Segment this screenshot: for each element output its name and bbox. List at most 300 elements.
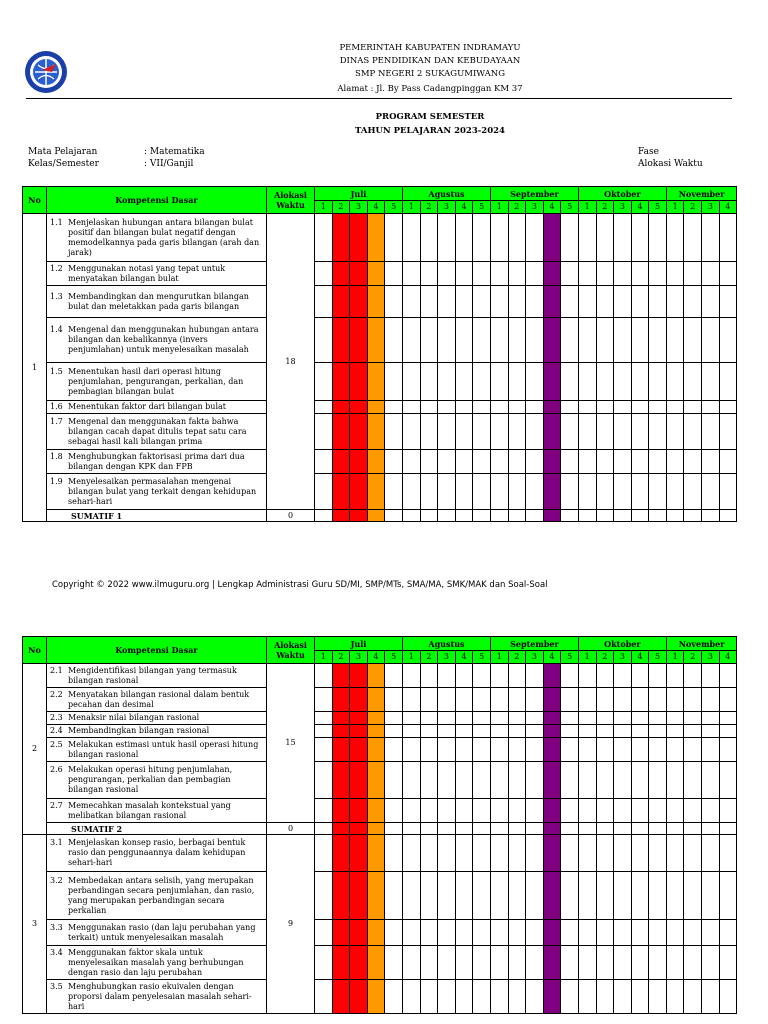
- week-cell: [420, 688, 438, 712]
- week-cell: [631, 725, 649, 738]
- competency-number: 3.2: [50, 875, 63, 885]
- week-cell: [578, 823, 596, 835]
- week-cell: [578, 688, 596, 712]
- week-cell: [473, 363, 491, 401]
- week-cell: [614, 401, 632, 414]
- week-cell: [666, 318, 684, 363]
- week-cell: [614, 363, 632, 401]
- week-cell: [578, 401, 596, 414]
- competency-text: Membandingkan dan mengurutkan bilangan bulat dan meletakkan pada garis bilangan: [68, 291, 249, 311]
- week-cell: [684, 712, 702, 725]
- week-cell: [578, 835, 596, 872]
- week-number: 1: [578, 201, 596, 214]
- week-cell: [332, 664, 350, 688]
- week-cell: [420, 262, 438, 286]
- week-cell: [402, 920, 420, 946]
- week-cell: [402, 664, 420, 688]
- week-cell: [350, 318, 368, 363]
- week-cell: [332, 401, 350, 414]
- week-cell: [614, 872, 632, 920]
- week-cell: [385, 712, 403, 725]
- week-cell: [596, 664, 614, 688]
- week-cell: [561, 835, 579, 872]
- week-cell: [490, 474, 508, 510]
- competency-text: Menyelesaikan permasalahan mengenai bilangan bulat yang terkait dengan kehidupan sehari-hari: [68, 476, 257, 506]
- week-cell: [631, 286, 649, 318]
- subject-label: Mata Pelajaran: [28, 147, 98, 157]
- week-cell: [702, 474, 720, 510]
- week-cell: [332, 835, 350, 872]
- week-cell: [684, 823, 702, 835]
- week-cell: [402, 401, 420, 414]
- week-cell: [719, 920, 737, 946]
- week-cell: [526, 286, 544, 318]
- week-cell: [402, 835, 420, 872]
- week-cell: [332, 725, 350, 738]
- week-cell: [526, 414, 544, 450]
- week-cell: [543, 414, 561, 450]
- week-cell: [719, 762, 737, 799]
- week-cell: [702, 318, 720, 363]
- week-cell: [649, 363, 667, 401]
- competency-text: Memecahkan masalah kontekstual yang melibatkan bilangan rasional: [68, 800, 231, 820]
- month-header: November: [666, 187, 736, 201]
- week-cell: [473, 214, 491, 262]
- week-cell: [543, 474, 561, 510]
- week-cell: [473, 762, 491, 799]
- week-cell: [367, 318, 385, 363]
- week-cell: [490, 286, 508, 318]
- competency-row: [23, 262, 737, 286]
- week-cell: [666, 286, 684, 318]
- week-cell: [508, 474, 526, 510]
- week-cell: [385, 510, 403, 522]
- week-cell: [367, 712, 385, 725]
- week-cell: [561, 980, 579, 1014]
- week-cell: [438, 799, 456, 823]
- week-cell: [614, 286, 632, 318]
- competency-cell: [47, 286, 267, 318]
- week-cell: [631, 835, 649, 872]
- time-allocation-label: Alokasi Waktu: [638, 159, 703, 169]
- week-cell: [420, 474, 438, 510]
- week-cell: [315, 712, 333, 725]
- copyright-footer: Copyright © 2022 www.ilmuguru.org | Lengkap Administrasi Guru SD/MI, SMP/MTs, SMA/MA, SMK/MAK dan Soal-Soal: [52, 580, 548, 590]
- week-cell: [438, 738, 456, 762]
- week-cell: [684, 318, 702, 363]
- week-cell: [666, 762, 684, 799]
- competency-cell: [47, 946, 267, 980]
- week-cell: [367, 946, 385, 980]
- week-cell: [438, 474, 456, 510]
- competency-text: Menggunakan rasio (dan laju perubahan yang terkait) untuk menyelesaikan masalah: [68, 922, 256, 942]
- week-cell: [543, 738, 561, 762]
- competency-text: Menjelaskan hubungan antara bilangan bulat positif dan bilangan bulat negatif dengan memodelkannya pada garis bilangan (arah dan jarak): [68, 217, 260, 257]
- week-cell: [561, 799, 579, 823]
- week-cell: [561, 762, 579, 799]
- week-cell: [702, 738, 720, 762]
- week-cell: [631, 318, 649, 363]
- week-cell: [719, 474, 737, 510]
- week-cell: [350, 738, 368, 762]
- week-cell: [385, 318, 403, 363]
- week-cell: [719, 286, 737, 318]
- competency-text: Membedakan antara selisih, yang merupakan perbandingan secara penjumlahan, dan rasio, yang merupakan perbandingan secara perkalian: [68, 875, 255, 915]
- week-cell: [649, 214, 667, 262]
- week-cell: [702, 712, 720, 725]
- week-cell: [649, 414, 667, 450]
- week-cell: [561, 664, 579, 688]
- week-cell: [684, 450, 702, 474]
- week-cell: [526, 363, 544, 401]
- week-cell: [596, 474, 614, 510]
- week-cell: [543, 286, 561, 318]
- week-cell: [402, 214, 420, 262]
- month-header: September: [490, 637, 578, 651]
- week-cell: [596, 414, 614, 450]
- week-cell: [596, 872, 614, 920]
- week-cell: [438, 214, 456, 262]
- week-cell: [332, 510, 350, 522]
- week-cell: [561, 712, 579, 725]
- time-allocation: 18: [267, 214, 315, 510]
- week-number: 1: [578, 651, 596, 664]
- week-cell: [490, 450, 508, 474]
- week-cell: [350, 286, 368, 318]
- week-cell: [666, 414, 684, 450]
- week-cell: [315, 474, 333, 510]
- week-cell: [332, 799, 350, 823]
- week-number: 4: [455, 651, 473, 664]
- week-cell: [666, 725, 684, 738]
- week-cell: [420, 738, 438, 762]
- week-cell: [614, 725, 632, 738]
- week-cell: [508, 835, 526, 872]
- week-cell: [526, 799, 544, 823]
- week-cell: [561, 363, 579, 401]
- competency-number: 3.1: [50, 838, 63, 847]
- week-number: 2: [332, 651, 350, 664]
- week-cell: [315, 214, 333, 262]
- week-cell: [490, 946, 508, 980]
- week-cell: [490, 414, 508, 450]
- document-title: PROGRAM SEMESTER: [375, 112, 485, 122]
- week-cell: [420, 712, 438, 725]
- week-cell: [631, 214, 649, 262]
- week-cell: [526, 450, 544, 474]
- week-cell: [402, 980, 420, 1014]
- week-number: 5: [385, 201, 403, 214]
- week-cell: [385, 286, 403, 318]
- week-cell: [455, 318, 473, 363]
- week-cell: [543, 823, 561, 835]
- week-cell: [385, 214, 403, 262]
- competency-cell: [47, 712, 267, 725]
- week-cell: [385, 262, 403, 286]
- week-number: 4: [543, 201, 561, 214]
- week-cell: [614, 414, 632, 450]
- week-cell: [350, 980, 368, 1014]
- week-cell: [385, 688, 403, 712]
- week-cell: [508, 262, 526, 286]
- week-cell: [631, 738, 649, 762]
- week-cell: [666, 712, 684, 725]
- week-cell: [719, 725, 737, 738]
- col-header-alokasi: Alokasi Waktu: [267, 187, 315, 214]
- week-cell: [367, 474, 385, 510]
- week-cell: [614, 799, 632, 823]
- week-cell: [561, 214, 579, 262]
- week-cell: [578, 980, 596, 1014]
- week-cell: [350, 214, 368, 262]
- competency-cell: [47, 450, 267, 474]
- month-header: Agustus: [402, 187, 490, 201]
- week-cell: [455, 920, 473, 946]
- week-cell: [332, 363, 350, 401]
- week-cell: [702, 363, 720, 401]
- week-cell: [420, 980, 438, 1014]
- week-cell: [350, 762, 368, 799]
- week-cell: [438, 664, 456, 688]
- week-cell: [543, 214, 561, 262]
- competency-row: [23, 688, 737, 712]
- week-cell: [631, 920, 649, 946]
- week-cell: [385, 450, 403, 474]
- week-cell: [508, 286, 526, 318]
- week-cell: [596, 920, 614, 946]
- week-cell: [719, 450, 737, 474]
- week-cell: [702, 835, 720, 872]
- semester-program-table-1: [22, 186, 737, 522]
- week-cell: [684, 286, 702, 318]
- week-cell: [455, 450, 473, 474]
- week-cell: [490, 823, 508, 835]
- week-cell: [332, 762, 350, 799]
- week-cell: [526, 688, 544, 712]
- week-cell: [315, 450, 333, 474]
- competency-number: 2.7: [50, 800, 63, 810]
- competency-number: 1.6: [50, 402, 63, 411]
- week-number: 3: [438, 651, 456, 664]
- competency-number: 2.4: [50, 726, 63, 735]
- week-cell: [578, 725, 596, 738]
- week-cell: [684, 664, 702, 688]
- week-cell: [420, 401, 438, 414]
- week-cell: [666, 214, 684, 262]
- week-cell: [490, 920, 508, 946]
- week-cell: [508, 664, 526, 688]
- week-cell: [526, 214, 544, 262]
- week-cell: [578, 474, 596, 510]
- week-cell: [596, 286, 614, 318]
- week-cell: [719, 401, 737, 414]
- week-cell: [526, 725, 544, 738]
- week-cell: [631, 510, 649, 522]
- week-number: 5: [561, 201, 579, 214]
- competency-number: 1.9: [50, 476, 63, 486]
- week-cell: [684, 474, 702, 510]
- week-cell: [649, 946, 667, 980]
- week-cell: [315, 823, 333, 835]
- week-cell: [490, 762, 508, 799]
- week-cell: [719, 823, 737, 835]
- col-header-kd: Kompetensi Dasar: [47, 187, 267, 214]
- competency-row: [23, 920, 737, 946]
- week-cell: [614, 712, 632, 725]
- week-cell: [702, 823, 720, 835]
- week-cell: [666, 664, 684, 688]
- week-cell: [614, 688, 632, 712]
- competency-row: [23, 872, 737, 920]
- week-cell: [315, 738, 333, 762]
- week-cell: [561, 688, 579, 712]
- week-cell: [490, 725, 508, 738]
- week-cell: [315, 799, 333, 823]
- week-cell: [315, 920, 333, 946]
- week-cell: [350, 688, 368, 712]
- week-cell: [490, 363, 508, 401]
- week-cell: [455, 262, 473, 286]
- summative-label: SUMATIF 1: [47, 510, 267, 522]
- week-cell: [473, 920, 491, 946]
- competency-row: [23, 835, 737, 872]
- week-cell: [438, 510, 456, 522]
- week-number: 3: [350, 201, 368, 214]
- week-cell: [508, 318, 526, 363]
- week-cell: [315, 262, 333, 286]
- week-cell: [578, 664, 596, 688]
- competency-row: [23, 664, 737, 688]
- week-cell: [684, 725, 702, 738]
- week-number: 4: [367, 651, 385, 664]
- week-cell: [438, 450, 456, 474]
- week-cell: [508, 414, 526, 450]
- week-cell: [596, 835, 614, 872]
- week-cell: [526, 872, 544, 920]
- week-cell: [702, 450, 720, 474]
- week-cell: [367, 762, 385, 799]
- competency-cell: [47, 414, 267, 450]
- week-cell: [473, 510, 491, 522]
- week-cell: [719, 510, 737, 522]
- competency-cell: [47, 664, 267, 688]
- week-cell: [631, 474, 649, 510]
- week-cell: [684, 401, 702, 414]
- week-cell: [332, 946, 350, 980]
- week-cell: [526, 664, 544, 688]
- week-cell: [473, 823, 491, 835]
- week-cell: [350, 510, 368, 522]
- week-cell: [631, 799, 649, 823]
- week-cell: [649, 510, 667, 522]
- week-cell: [420, 946, 438, 980]
- week-cell: [385, 823, 403, 835]
- week-cell: [543, 318, 561, 363]
- competency-number: 1.4: [50, 325, 63, 334]
- week-cell: [385, 980, 403, 1014]
- document-year: TAHUN PELAJARAN 2023-2024: [355, 126, 505, 136]
- competency-row: [23, 286, 737, 318]
- month-header: September: [490, 187, 578, 201]
- week-cell: [561, 450, 579, 474]
- week-cell: [666, 738, 684, 762]
- week-cell: [578, 712, 596, 725]
- week-cell: [473, 450, 491, 474]
- week-cell: [578, 799, 596, 823]
- semester-program-table-2: [22, 636, 737, 1014]
- week-cell: [543, 762, 561, 799]
- competency-cell: [47, 980, 267, 1014]
- month-header: Juli: [315, 637, 403, 651]
- week-cell: [490, 688, 508, 712]
- time-allocation: 15: [267, 664, 315, 823]
- week-cell: [666, 688, 684, 712]
- week-cell: [455, 835, 473, 872]
- week-cell: [473, 414, 491, 450]
- week-cell: [438, 286, 456, 318]
- week-cell: [350, 946, 368, 980]
- week-cell: [702, 725, 720, 738]
- week-number: 2: [684, 651, 702, 664]
- competency-text: Menaksir nilai bilangan rasional: [68, 713, 200, 722]
- week-cell: [684, 762, 702, 799]
- week-number: 1: [402, 201, 420, 214]
- week-cell: [438, 363, 456, 401]
- week-cell: [666, 262, 684, 286]
- week-cell: [455, 286, 473, 318]
- week-cell: [649, 664, 667, 688]
- week-number: 4: [631, 651, 649, 664]
- week-number: 2: [420, 201, 438, 214]
- week-cell: [578, 872, 596, 920]
- week-cell: [420, 510, 438, 522]
- week-cell: [596, 688, 614, 712]
- week-cell: [649, 980, 667, 1014]
- week-cell: [578, 214, 596, 262]
- week-cell: [719, 835, 737, 872]
- competency-row: [23, 762, 737, 799]
- time-allocation: 9: [267, 835, 315, 1014]
- week-cell: [702, 762, 720, 799]
- week-cell: [614, 946, 632, 980]
- week-cell: [614, 920, 632, 946]
- competency-text: Mengenal dan menggunakan fakta bahwa bilangan cacah dapat ditulis tepat satu cara sebagai hasil kali bilangan prima: [68, 416, 247, 446]
- week-cell: [631, 823, 649, 835]
- week-cell: [367, 725, 385, 738]
- week-cell: [614, 262, 632, 286]
- week-cell: [315, 363, 333, 401]
- week-number: 5: [473, 651, 491, 664]
- competency-cell: [47, 725, 267, 738]
- week-cell: [631, 712, 649, 725]
- competency-text: Menentukan faktor dari bilangan bulat: [68, 402, 226, 411]
- week-number: 1: [402, 651, 420, 664]
- week-cell: [596, 450, 614, 474]
- week-cell: [508, 363, 526, 401]
- week-cell: [614, 214, 632, 262]
- week-cell: [402, 318, 420, 363]
- week-cell: [508, 946, 526, 980]
- week-cell: [614, 510, 632, 522]
- week-cell: [702, 920, 720, 946]
- week-cell: [631, 980, 649, 1014]
- week-cell: [649, 286, 667, 318]
- week-number: 1: [666, 651, 684, 664]
- week-cell: [561, 286, 579, 318]
- week-cell: [350, 664, 368, 688]
- week-cell: [385, 474, 403, 510]
- week-cell: [543, 835, 561, 872]
